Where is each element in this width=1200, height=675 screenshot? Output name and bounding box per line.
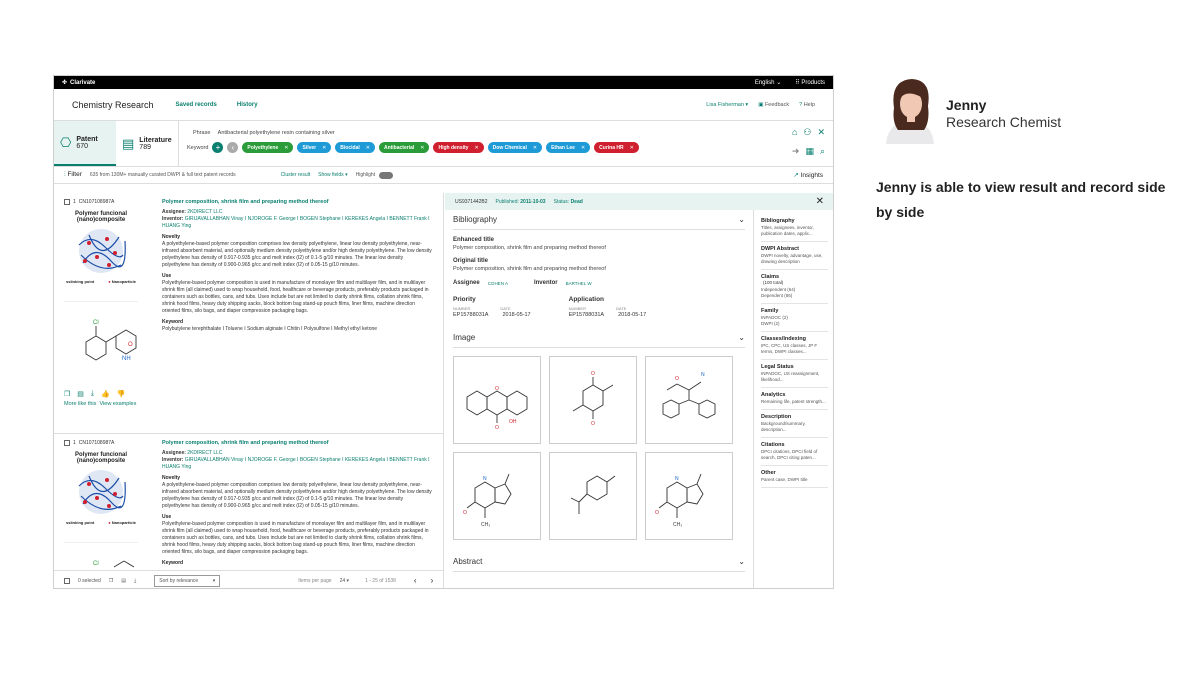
structure-image[interactable] xyxy=(549,452,637,540)
section-nav-title: Citations xyxy=(761,442,785,448)
copy-icon[interactable]: ❐ xyxy=(108,577,114,584)
share-icon[interactable]: ⚇ xyxy=(803,127,812,137)
list-footer xyxy=(54,570,444,589)
persona-caption: Jenny is able to view result and record side by side xyxy=(876,179,1166,220)
record-assignee-label: Assignee xyxy=(453,280,480,286)
keyword-chip[interactable] xyxy=(335,142,375,153)
keyword-row xyxy=(187,142,833,153)
keyword-chip[interactable] xyxy=(433,142,483,153)
application-date: 2018-05-17 xyxy=(618,312,647,318)
number-label: NUMBER xyxy=(568,306,586,311)
section-nav-description: Parent case, DWPI title xyxy=(761,477,808,482)
help-icon: ? xyxy=(799,101,803,108)
result-inventor[interactable]: GIRIJAVALLABHAN Vinay I NJOROGE F. George I BOGEN Stephane I KEREKES Angela I BENNETT Frank I HUANG Ying xyxy=(162,457,430,470)
thumbnail-title: Polymer funcional (nano)composite xyxy=(74,211,127,223)
chevron-down-icon: ⌄ xyxy=(738,557,745,566)
top-bar xyxy=(54,76,833,89)
svg-text:O: O xyxy=(675,376,679,382)
trend-icon: ↗ xyxy=(793,172,799,179)
number-label: NUMBER xyxy=(453,306,471,311)
highlight-toggle[interactable] xyxy=(379,172,393,179)
section-nav-item[interactable] xyxy=(761,214,828,242)
assignee-label: Assignee: xyxy=(162,450,186,456)
remove-chip-icon[interactable]: ✕ xyxy=(629,144,634,151)
back-button[interactable]: ‹ xyxy=(227,142,238,153)
record-detail xyxy=(445,210,754,589)
record-assignee[interactable]: COHEN A xyxy=(487,281,508,286)
enhanced-title-label: Enhanced title xyxy=(453,237,495,243)
result-use: Polyethylene-based polymer composition is used in manufacture of monolayer film and multilayer film, and in multilayer shrink film (all claimed) used to wrap household, food, healthcare or beverage products, preferably products packaged in containers such as bottles, cans, and tubs. Uses include but are not limited to clarity shrink films, collation shrink films, shrink hood films, heavy duty shipping sacks, block bottom bag stand-up pouch films, liner films, machine direction oriented films, silo bags, and diaper compression packaging bags. xyxy=(162,280,429,314)
svg-text:CH₃: CH₃ xyxy=(673,522,683,528)
section-nav-title: Bibliography xyxy=(761,218,795,224)
per-page-select[interactable]: 24 ▾ xyxy=(339,577,350,584)
section-nav-title: Legal Status xyxy=(761,364,794,370)
thumbnail-legend-left: sslinking point xyxy=(66,279,95,284)
chemical-structure-image xyxy=(64,302,138,387)
section-nav-item[interactable] xyxy=(761,304,828,332)
status-badge: Dead xyxy=(570,198,583,205)
keyword-chip-label: Silver xyxy=(302,144,317,151)
remove-chip-icon[interactable]: ✕ xyxy=(474,144,479,151)
application-number: EP15788031A xyxy=(568,312,605,318)
result-assignee[interactable]: 2KDIRECT LLC xyxy=(187,209,223,215)
section-nav-description: INPADOC, US reassignment, likelihood... xyxy=(761,371,820,382)
section-nav-description: DWPI novelty, advantage, use, drawing description xyxy=(761,253,823,264)
user-name: Lisa Fisherman xyxy=(706,101,744,108)
close-record-icon[interactable]: ✕ xyxy=(815,196,824,207)
show-fields-dropdown[interactable]: Show fields ▾ xyxy=(318,172,348,178)
tab-literature[interactable] xyxy=(116,121,178,166)
quinone-structure xyxy=(553,365,633,435)
brand-logo[interactable] xyxy=(62,79,95,86)
section-nav-item[interactable] xyxy=(761,410,828,438)
methadone-structure xyxy=(649,360,729,440)
svg-text:NH: NH xyxy=(122,356,131,362)
novelty-label: Novelty xyxy=(162,234,181,240)
keyword-chip-label: Ethan Lee xyxy=(551,144,575,151)
result-count: 635 from 130M+ manually curated DWPI & full text patent records xyxy=(89,172,236,178)
more-like-this-link[interactable]: More like this xyxy=(64,401,97,407)
list-item[interactable] xyxy=(54,434,443,589)
keyword-label: Keyword xyxy=(162,560,184,566)
keyword-chip[interactable] xyxy=(379,142,430,153)
items-per-page-label: Items per page xyxy=(298,577,332,584)
svg-text:O: O xyxy=(495,425,499,431)
clarivate-logo-icon: ✤ xyxy=(62,80,68,86)
language-select[interactable] xyxy=(755,79,781,86)
patent-icon: ⎔ xyxy=(60,134,72,150)
products-label: Products xyxy=(801,80,825,86)
thumbs-up-icon[interactable]: 👍 xyxy=(101,391,110,398)
priority-date: 2018-05-17 xyxy=(502,312,531,318)
section-nav-description: Independent (64) Dependent (86) xyxy=(761,287,796,298)
image-grid xyxy=(453,356,745,540)
keyword-chip-label: Biocidal xyxy=(340,144,360,151)
help-label: Help xyxy=(803,101,815,108)
svg-text:CH₃: CH₃ xyxy=(481,522,491,528)
date-label: DATE xyxy=(500,306,511,311)
svg-text:Cl: Cl xyxy=(93,320,99,326)
insights-button[interactable] xyxy=(793,171,823,179)
remove-chip-icon[interactable]: ✕ xyxy=(322,144,327,151)
svg-text:Cl: Cl xyxy=(93,561,99,567)
result-actions xyxy=(64,390,138,398)
result-use: Polyethylene-based polymer composition is used in manufacture of monolayer film and multilayer film, and in multilayer shrink film (all claimed) used to wrap household, food, healthcare or beverage products, preferably products packaged in containers such as bottles, cans, and tubs. Uses include but are not limited to clarity shrink films, collation shrink films, shrink hood films, heavy duty shipping sacks, block bottom bag stand-up pouch films, liner films, machine direction oriented films, silo bags, and diaper compression packaging bags. xyxy=(162,521,429,555)
section-nav-description: Background/summary, description... xyxy=(761,421,806,432)
priority-number: EP15788031A xyxy=(453,312,489,318)
section-nav-title: Other xyxy=(761,470,776,476)
use-label: Use xyxy=(162,273,172,279)
tab-literature-label: Literature xyxy=(139,136,172,144)
section-nav-item[interactable] xyxy=(761,438,828,466)
keyword-chip-label: Curina HR xyxy=(599,144,624,151)
prev-page-button[interactable]: ‹ xyxy=(413,576,417,585)
brand-name: Clarivate xyxy=(70,79,96,86)
section-nav-item[interactable] xyxy=(761,388,828,410)
keyword-chip-label: High density xyxy=(438,144,469,151)
flavone-structure xyxy=(457,365,537,435)
remove-chip-icon[interactable]: ✕ xyxy=(284,144,289,151)
structure-icon[interactable]: ▦ xyxy=(805,146,814,156)
keyword-chip[interactable] xyxy=(488,142,542,153)
thumbnail-legend-right: Nanoparticle xyxy=(111,279,136,284)
result-body xyxy=(162,199,432,333)
bibliography-heading: Bibliography xyxy=(453,215,498,224)
keyword-chip[interactable] xyxy=(594,142,639,153)
section-nav-title: Analytics xyxy=(761,392,786,398)
filter-icon: ⫶ xyxy=(64,171,66,178)
svg-text:OH: OH xyxy=(509,419,517,425)
record-id: US9371442B2 xyxy=(455,198,488,205)
section-nav-title: Classes/Indexing xyxy=(761,336,806,342)
caffeine-structure xyxy=(649,456,729,536)
result-number: 1 xyxy=(73,199,76,205)
main-nav xyxy=(54,89,833,121)
per-page-value: 24 xyxy=(339,577,346,584)
persona-role: Research Chemist xyxy=(946,114,1062,130)
section-nav-item[interactable] xyxy=(761,360,828,388)
section-nav-item[interactable] xyxy=(761,466,828,488)
filter-row xyxy=(54,167,833,184)
filter-label: Filter xyxy=(67,171,82,178)
persona-name: Jenny xyxy=(946,97,987,113)
result-keyword: Polybutylene terephthalate I Toluene I Sodium alginate I Chitin I Polysulfone I Methyl ethyl ketone xyxy=(162,326,378,332)
document-icon: ▤ xyxy=(122,135,135,151)
download-icon[interactable]: ⤓ xyxy=(134,577,137,584)
published-label: Published: xyxy=(495,198,519,205)
help-button[interactable] xyxy=(799,102,815,108)
page-range: 1 - 25 of 1538 xyxy=(365,577,396,584)
assignee-label: Assignee: xyxy=(162,209,186,215)
cluster-result-link[interactable]: Cluster result xyxy=(280,172,311,178)
result-id: CN107108987A xyxy=(78,440,115,446)
thumbs-down-icon[interactable]: 👎 xyxy=(116,391,126,398)
keyword-chip-label: Dow Chemical xyxy=(492,144,527,151)
priority-application xyxy=(453,296,745,318)
language-label: English xyxy=(754,80,775,86)
phrase-label: Phrase xyxy=(193,130,211,136)
chevron-down-icon: ⌄ xyxy=(738,333,745,342)
section-nav-title: Claims xyxy=(761,274,780,280)
feedback-icon: ▣ xyxy=(758,101,764,108)
feedback-button[interactable] xyxy=(758,102,789,108)
abstract-section[interactable] xyxy=(453,552,745,572)
caffeine-structure xyxy=(457,456,537,536)
sort-label: Sort by relevance xyxy=(159,577,199,584)
image-section[interactable] xyxy=(453,328,745,348)
download-icon[interactable]: ⤓ xyxy=(90,390,95,397)
result-id: CN107108987A xyxy=(78,199,115,205)
structure-image[interactable] xyxy=(453,356,541,444)
tab-patent-count: 670 xyxy=(76,142,89,150)
keyword-label: Keyword xyxy=(162,319,184,325)
tab-literature-count: 789 xyxy=(139,143,151,151)
result-assignee[interactable]: 2KDIRECT LLC xyxy=(187,450,223,456)
insights-label: Insights xyxy=(800,172,823,179)
chevron-down-icon: ▾ xyxy=(212,577,216,584)
svg-text:N: N xyxy=(701,372,705,378)
select-all-checkbox[interactable] xyxy=(64,578,70,584)
phrase-row xyxy=(193,130,833,136)
structure-thumbnail[interactable] xyxy=(64,301,138,386)
priority-label: Priority xyxy=(453,296,476,303)
close-search-icon[interactable]: ✕ xyxy=(817,127,825,137)
save-search-icon[interactable]: ⌂ xyxy=(791,127,798,137)
result-checkbox[interactable] xyxy=(64,199,70,205)
svg-text:O: O xyxy=(655,510,659,516)
svg-text:O: O xyxy=(463,510,467,516)
bibliography-section[interactable] xyxy=(453,210,745,230)
saved-records-link[interactable]: Saved records xyxy=(175,101,217,108)
structure-image[interactable] xyxy=(453,452,541,540)
remove-chip-icon[interactable]: ✕ xyxy=(532,144,538,151)
svg-text:N: N xyxy=(675,476,679,482)
keyword-chip[interactable] xyxy=(242,142,293,153)
section-nav-item[interactable] xyxy=(761,270,828,304)
result-title[interactable]: Polymer composition, shrink film and preparing method thereof xyxy=(162,440,329,446)
add-keyword-button[interactable]: + xyxy=(212,142,223,153)
use-label: Use xyxy=(162,514,172,520)
remove-chip-icon[interactable]: ✕ xyxy=(420,144,425,151)
result-checkbox[interactable] xyxy=(64,440,70,446)
search-panel xyxy=(178,121,833,166)
section-nav-description: Remaining life, patent strength... xyxy=(761,399,826,404)
section-nav-item[interactable] xyxy=(761,242,828,270)
structure-image[interactable] xyxy=(645,356,733,444)
sort-dropdown[interactable] xyxy=(154,575,220,587)
nanocomposite-image xyxy=(71,225,131,277)
grid-icon: ⠿ xyxy=(795,80,800,86)
section-nav-description: IPC, CPC, US classes, JP F terms, DWPI classes... xyxy=(761,343,818,354)
keyword-chip-label: Polyethylene xyxy=(247,144,279,151)
history-link[interactable]: History xyxy=(236,101,258,108)
section-nav-count: (100 total) xyxy=(763,280,784,285)
result-inventor[interactable]: GIRIJAVALLABHAN Vinay I NJOROGE F. George I BOGEN Stephane I KEREKES Angela I BENNETT Frank I HUANG Ying xyxy=(162,216,430,229)
section-nav-description: DPCI citations, DPCI field of search, DPCI citing paten... xyxy=(761,449,818,460)
result-body xyxy=(162,440,432,567)
remove-chip-icon[interactable]: ✕ xyxy=(580,144,586,151)
keyword-chip-label: Antibacterial xyxy=(383,144,415,151)
svg-text:N: N xyxy=(483,476,487,482)
record-inventor[interactable]: BARTHEL W xyxy=(565,281,592,286)
thumbnail-legend-left: sslinking point xyxy=(66,520,95,525)
date-label: DATE xyxy=(615,306,627,311)
published-date: 2011-10-03 xyxy=(520,198,546,205)
enhanced-title: Polymer composition, shrink film and preparing method thereof xyxy=(453,245,606,251)
section-nav-description: Titles, assignees, inventor, publication dates, applic... xyxy=(761,225,814,236)
tab-patent[interactable] xyxy=(54,121,116,166)
run-search-icon[interactable]: ➜ xyxy=(791,146,800,156)
original-title-label: Original title xyxy=(453,258,489,264)
search-icon[interactable]: ⌕ xyxy=(819,146,825,156)
limonene-structure xyxy=(553,456,633,536)
products-menu[interactable] xyxy=(795,79,825,86)
status-label: Status: xyxy=(553,198,570,205)
app-window xyxy=(53,75,834,589)
chevron-down-icon: ⌄ xyxy=(776,80,782,86)
remove-chip-icon[interactable]: ✕ xyxy=(365,144,370,151)
record-panel xyxy=(445,193,834,589)
highlight-label: Highlight xyxy=(355,172,376,178)
keyword-chip[interactable] xyxy=(297,142,331,153)
result-list xyxy=(54,193,444,589)
inventor-label: Inventor: xyxy=(162,457,184,463)
original-title: Polymer composition, shrink film and preparing method thereof xyxy=(453,266,606,272)
filter-button[interactable] xyxy=(64,171,82,179)
abstract-heading: Abstract xyxy=(453,557,483,566)
composite-thumbnail[interactable]: Polymer funcional (nano)composite sslinking point ● Nanoparticle xyxy=(66,452,136,525)
application-label: Application xyxy=(568,296,605,303)
section-nav-description: INPADOC (2) DWPI (2) xyxy=(761,315,788,326)
view-examples-link[interactable]: View examples xyxy=(99,401,137,407)
section-nav-title: Description xyxy=(761,414,792,420)
persona-avatar xyxy=(880,74,940,144)
record-section-nav xyxy=(755,210,834,492)
record-header xyxy=(445,193,834,210)
result-novelty: A polyethylene-based polymer composition comprises low density polyethylene, linear low density polyethylene, near-infrared absorbent material, and optionally medium density polyethylene and/or high density polyethylene. The low density polyethylene has density of 0.917-0.935 g/cc and melt index (I2) of 0.1-5 g/10 minutes. The linear low density polyethylene has density of 0.900-0.965 g/cc and melt index (I2) of 0.05-15 g/10 minutes. xyxy=(162,482,432,509)
chevron-down-icon: ⌄ xyxy=(738,215,745,224)
novelty-label: Novelty xyxy=(162,475,181,481)
record-inventor-label: Inventor xyxy=(533,280,558,286)
svg-text:O: O xyxy=(128,342,133,348)
search-actions xyxy=(792,127,825,157)
phrase-input[interactable]: Antibacterial polyethylene resin containing silver xyxy=(217,130,335,136)
image-heading: Image xyxy=(453,333,476,342)
svg-text:O: O xyxy=(591,421,595,427)
result-novelty: A polyethylene-based polymer composition comprises low density polyethylene, linear low density polyethylene, near-infrared absorbent material, and optionally medium density polyethylene and/or high density polyethylene. The low density polyethylene has density of 0.917-0.935 g/cc and melt index (I2) of 0.1-5 g/10 minutes. The linear low density polyethylene has density of 0.900-0.965 g/cc and melt index (I2) of 0.05-15 g/10 minutes. xyxy=(162,241,432,268)
svg-text:O: O xyxy=(591,371,595,377)
keyword-chip[interactable] xyxy=(546,142,590,153)
result-title[interactable]: Polymer composition, shrink film and preparing method thereof xyxy=(162,199,329,205)
next-page-button[interactable]: › xyxy=(430,576,434,585)
svg-text:O: O xyxy=(495,386,499,392)
structure-image[interactable] xyxy=(645,452,733,540)
stack-icon[interactable]: ▤ xyxy=(77,391,84,398)
thumbnail-legend-right: Nanoparticle xyxy=(111,520,136,525)
feedback-label: Feedback xyxy=(764,101,790,108)
composite-thumbnail[interactable]: Polymer funcional (nano)composite sslinking point ● Nanoparticle xyxy=(66,211,136,284)
keyword-label: Keyword xyxy=(187,144,209,151)
show-fields-label: Show fields xyxy=(318,172,344,178)
thumbnail-title: Polymer funcional (nano)composite xyxy=(74,452,127,464)
section-nav-title: DWPI Abstract xyxy=(761,246,799,252)
selected-count: 0 selected xyxy=(78,577,101,584)
copy-icon[interactable]: ❐ xyxy=(64,391,71,398)
structure-image[interactable] xyxy=(549,356,637,444)
app-title: Chemistry Research xyxy=(72,99,154,110)
section-nav-title: Family xyxy=(761,308,779,314)
result-number: 1 xyxy=(73,440,76,446)
stack-icon[interactable]: ▤ xyxy=(121,577,127,584)
tab-patent-label: Patent xyxy=(76,135,98,143)
user-menu[interactable]: Lisa Fisherman ▾ xyxy=(706,101,749,108)
search-row xyxy=(54,121,833,167)
inventor-label: Inventor: xyxy=(162,216,184,222)
nanocomposite-image xyxy=(71,466,131,518)
section-nav-item[interactable] xyxy=(761,332,828,360)
list-item[interactable] xyxy=(54,193,443,434)
